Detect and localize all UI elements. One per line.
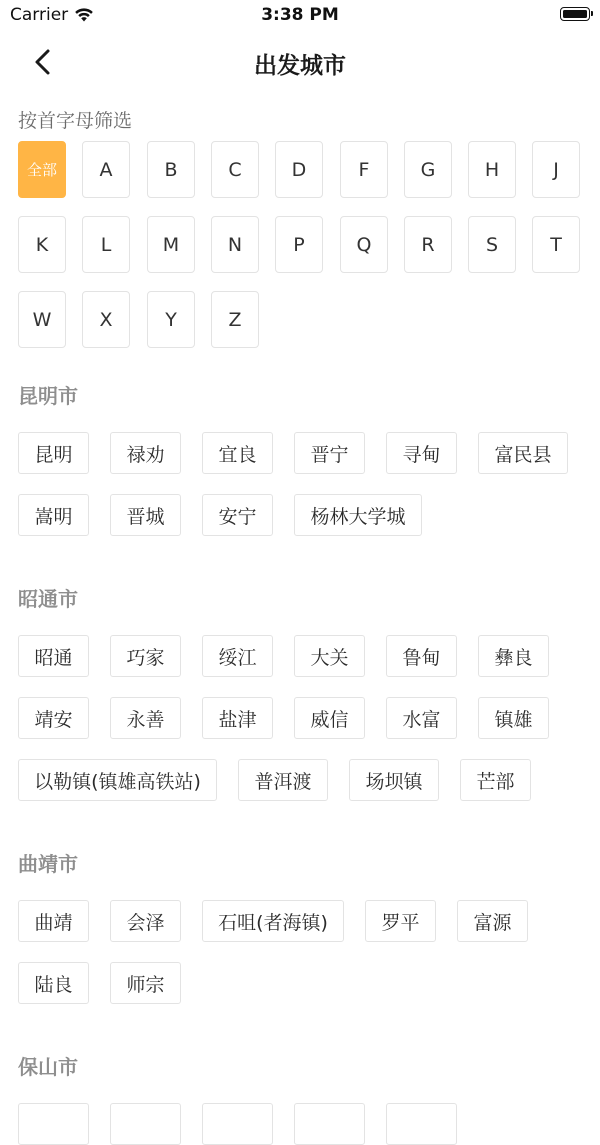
city-chip[interactable]: 芒部 (460, 759, 531, 801)
city-chip[interactable]: 绥江 (202, 635, 273, 677)
city-chip[interactable]: 杨林大学城 (294, 494, 422, 536)
city-chip[interactable]: 曲靖 (18, 900, 89, 942)
city-chip[interactable]: 晋宁 (294, 432, 365, 474)
letter-filter-l[interactable]: L (82, 216, 130, 273)
city-chip[interactable] (386, 1103, 457, 1145)
city-chip[interactable]: 禄劝 (110, 432, 181, 474)
city-chip[interactable]: 寻甸 (386, 432, 457, 474)
city-chip[interactable]: 陆良 (18, 962, 89, 1004)
city-chip[interactable]: 巧家 (110, 635, 181, 677)
section-title: 昆明市 (18, 384, 78, 408)
letter-filter-b[interactable]: B (147, 141, 195, 198)
letter-filter-n[interactable]: N (211, 216, 259, 273)
letter-filter-y[interactable]: Y (147, 291, 195, 348)
navigation-bar (0, 30, 600, 92)
section-title: 保山市 (18, 1055, 78, 1079)
city-chip[interactable]: 大关 (294, 635, 365, 677)
letter-filter-f[interactable]: F (340, 141, 388, 198)
letter-filter-d[interactable]: D (275, 141, 323, 198)
battery-icon (560, 7, 590, 21)
city-chip[interactable]: 盐津 (202, 697, 273, 739)
letter-filter-h[interactable]: H (468, 141, 516, 198)
city-chip[interactable]: 以勒镇(镇雄高铁站) (18, 759, 217, 801)
letter-filter-g[interactable]: G (404, 141, 452, 198)
city-chip[interactable]: 富源 (457, 900, 528, 942)
letter-filter-x[interactable]: X (82, 291, 130, 348)
city-chip[interactable]: 会泽 (110, 900, 181, 942)
city-chip[interactable]: 鲁甸 (386, 635, 457, 677)
page-title: 出发城市 (254, 53, 346, 79)
clock: 3:38 PM (261, 5, 339, 25)
city-chip[interactable] (110, 1103, 181, 1145)
letter-filter-s[interactable]: S (468, 216, 516, 273)
status-bar (0, 0, 600, 30)
letter-filter-k[interactable]: K (18, 216, 66, 273)
city-chip[interactable]: 石咀(者海镇) (202, 900, 344, 942)
city-chip[interactable] (18, 1103, 89, 1145)
city-chip[interactable]: 永善 (110, 697, 181, 739)
city-chip[interactable]: 普洱渡 (238, 759, 328, 801)
city-chip[interactable]: 罗平 (365, 900, 436, 942)
section-title: 昭通市 (18, 587, 78, 611)
city-chip[interactable]: 师宗 (110, 962, 181, 1004)
city-chip[interactable]: 嵩明 (18, 494, 89, 536)
letter-filter-label: 按首字母筛选 (18, 110, 133, 132)
city-chip[interactable]: 富民县 (478, 432, 568, 474)
letter-filter-m[interactable]: M (147, 216, 195, 273)
letter-filter-p[interactable]: P (275, 216, 323, 273)
city-chip[interactable]: 昆明 (18, 432, 89, 474)
letter-filter-a[interactable]: A (82, 141, 130, 198)
letter-filter-q[interactable]: Q (340, 216, 388, 273)
city-chip[interactable]: 场坝镇 (349, 759, 439, 801)
letter-filter-all[interactable]: 全部 (18, 141, 66, 198)
city-chip[interactable]: 昭通 (18, 635, 89, 677)
section-title: 曲靖市 (18, 852, 78, 876)
letter-filter-t[interactable]: T (532, 216, 580, 273)
carrier-label: Carrier (10, 5, 69, 25)
city-chip[interactable]: 水富 (386, 697, 457, 739)
letter-filter-j[interactable]: J (532, 141, 580, 198)
city-chip[interactable]: 靖安 (18, 697, 89, 739)
letter-filter-w[interactable]: W (18, 291, 66, 348)
city-chip[interactable]: 镇雄 (478, 697, 549, 739)
city-chip[interactable]: 彝良 (478, 635, 549, 677)
city-chip[interactable]: 威信 (294, 697, 365, 739)
letter-filter-z[interactable]: Z (211, 291, 259, 348)
city-chip[interactable] (294, 1103, 365, 1145)
city-chip[interactable]: 安宁 (202, 494, 273, 536)
city-chip[interactable]: 晋城 (110, 494, 181, 536)
city-chip[interactable]: 宜良 (202, 432, 273, 474)
letter-filter-c[interactable]: C (211, 141, 259, 198)
letter-filter-r[interactable]: R (404, 216, 452, 273)
city-chip[interactable] (202, 1103, 273, 1145)
